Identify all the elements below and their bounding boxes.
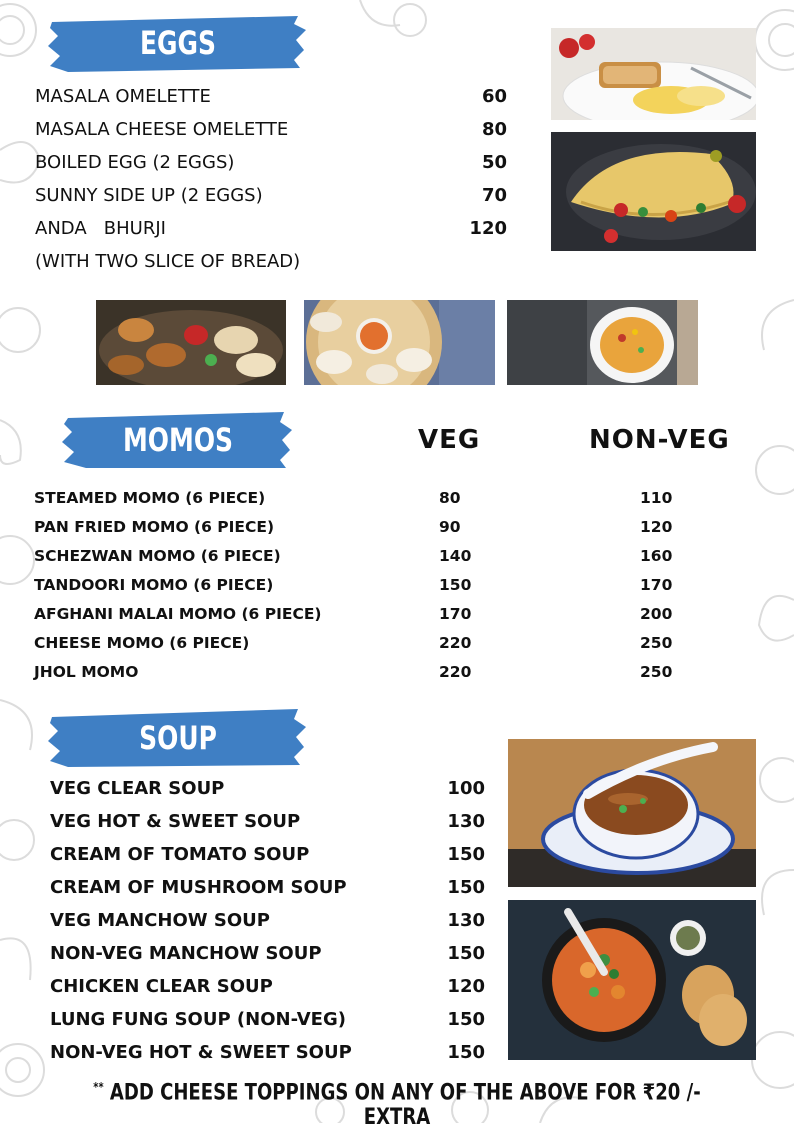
item-price: 50 (481, 152, 507, 173)
item-nonveg-price: 170 (640, 576, 673, 594)
item-nonveg-price: 250 (640, 663, 673, 681)
item-name: LUNG FUNG SOUP (NON-VEG) (50, 1009, 346, 1030)
item-name: VEG CLEAR SOUP (50, 778, 225, 799)
item-name: ANDA BHURJI (35, 218, 166, 239)
item-price: 150 (447, 943, 485, 964)
item-veg-price: 150 (439, 576, 472, 594)
momos-col-nonveg: NON-VEG (589, 425, 730, 455)
fried-momo-platter-icon (96, 300, 286, 385)
hot-sour-soup-bowl-icon (508, 739, 756, 887)
item-name: MASALA OMELETTE (35, 86, 211, 107)
egg-item (35, 218, 507, 246)
steamed-momo-basket-icon (304, 300, 495, 385)
item-name: CREAM OF TOMATO SOUP (50, 844, 310, 865)
item-price: 120 (447, 976, 485, 997)
item-nonveg-price: 200 (640, 605, 673, 623)
item-name: JHOL MOMO (34, 663, 139, 681)
item-price: 130 (447, 910, 485, 931)
item-veg-price: 170 (439, 605, 472, 623)
item-name: CHEESE MOMO (6 PIECE) (34, 634, 250, 652)
item-nonveg-price: 250 (640, 634, 673, 652)
footer-asterisks: ** (93, 1080, 104, 1094)
item-nonveg-price: 160 (640, 547, 673, 565)
momo-item (34, 489, 674, 513)
item-price: 130 (447, 811, 485, 832)
veggie-omelette-icon (551, 132, 756, 251)
item-veg-price: 140 (439, 547, 472, 565)
egg-item (35, 152, 507, 180)
soup-item (50, 943, 485, 971)
soup-item (50, 844, 485, 872)
item-nonveg-price: 110 (640, 489, 673, 507)
item-name: NON-VEG MANCHOW SOUP (50, 943, 322, 964)
item-name: SUNNY SIDE UP (2 EGGS) (35, 185, 263, 206)
item-name: STEAMED MOMO (6 PIECE) (34, 489, 266, 507)
item-name: MASALA CHEESE OMELETTE (35, 119, 289, 140)
momos-col-veg: VEG (418, 425, 481, 455)
soup-item (50, 877, 485, 905)
item-name: TANDOORI MOMO (6 PIECE) (34, 576, 274, 594)
soup-item (50, 1042, 485, 1070)
soup-heading-text: SOUP (139, 719, 217, 757)
soup-item (50, 976, 485, 1004)
soup-item (50, 910, 485, 938)
footer-text: ADD CHEESE TOPPINGS ON ANY OF THE ABOVE FOR ₹20 /- EXTRA (109, 1080, 701, 1130)
egg-item (35, 86, 507, 114)
item-name: CREAM OF MUSHROOM SOUP (50, 877, 347, 898)
item-veg-price: 90 (439, 518, 461, 536)
item-name: BOILED EGG (2 EGGS) (35, 152, 235, 173)
item-name: PAN FRIED MOMO (6 PIECE) (34, 518, 275, 536)
eggs-heading (48, 10, 308, 76)
tomato-soup-bowl-icon (508, 900, 756, 1060)
item-name: AFGHANI MALAI MOMO (6 PIECE) (34, 605, 322, 623)
item-price: 70 (481, 185, 507, 206)
momo-item (34, 634, 674, 658)
momos-heading-text: MOMOS (122, 421, 234, 459)
item-name: CHICKEN CLEAR SOUP (50, 976, 273, 997)
momo-item (34, 605, 674, 629)
item-veg-price: 80 (439, 489, 461, 507)
item-price: 100 (447, 778, 485, 799)
eggs-heading-text: EGGS (139, 24, 217, 62)
item-price: 60 (481, 86, 507, 107)
item-price: 150 (447, 844, 485, 865)
item-veg-price: 220 (439, 663, 472, 681)
momo-item (34, 576, 674, 600)
bhurji-plate-icon (507, 300, 698, 385)
soup-item (50, 778, 485, 806)
egg-item (35, 119, 507, 147)
item-name: VEG HOT & SWEET SOUP (50, 811, 301, 832)
item-price: 150 (447, 1009, 485, 1030)
item-name: NON-VEG HOT & SWEET SOUP (50, 1042, 352, 1063)
momo-item (34, 518, 674, 542)
item-price: 120 (469, 218, 507, 239)
egg-item (35, 185, 507, 213)
item-name: (WITH TWO SLICE OF BREAD) (35, 251, 301, 272)
soup-item (50, 811, 485, 839)
toast-omelette-plate-icon (551, 28, 756, 120)
soup-item (50, 1009, 485, 1037)
momos-heading (62, 408, 294, 472)
item-veg-price: 220 (439, 634, 472, 652)
momo-item (34, 663, 674, 687)
soup-heading (48, 705, 308, 771)
item-name: VEG MANCHOW SOUP (50, 910, 270, 931)
item-nonveg-price: 120 (640, 518, 673, 536)
momo-item (34, 547, 674, 571)
item-price: 150 (447, 1042, 485, 1063)
item-price: 150 (447, 877, 485, 898)
egg-item-note (35, 251, 507, 279)
item-name: SCHEZWAN MOMO (6 PIECE) (34, 547, 281, 565)
item-price: 80 (481, 119, 507, 140)
